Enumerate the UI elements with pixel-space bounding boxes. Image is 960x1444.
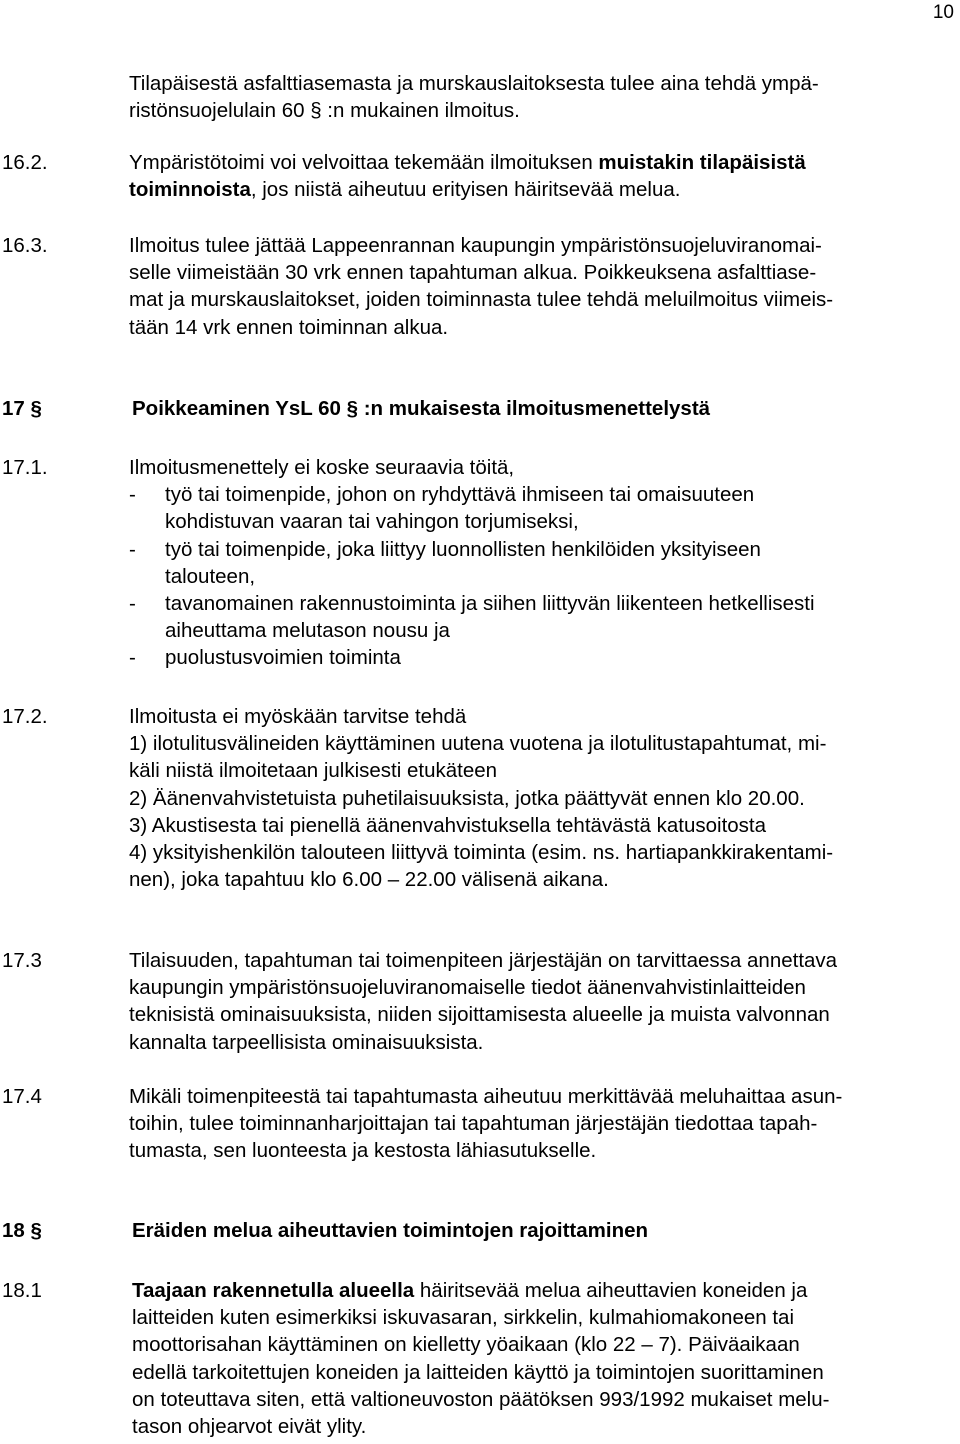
paragraph-number: 17.1. xyxy=(2,456,48,479)
text-line: tumasta, sen luonteesta ja kestosta lähiasutukselle. xyxy=(129,1139,597,1163)
list-dash: - xyxy=(129,483,136,507)
text-line: mat ja murskauslaitokset, joiden toiminnasta tulee tehdä meluilmoitus viimeis- xyxy=(129,288,834,312)
text-line: tason ohjearvot eivät ylity. xyxy=(132,1414,367,1438)
text-line: 4) yksityishenkilön talouteen liittyvä toiminta (esim. ns. hartiapankkirakentami- xyxy=(129,840,834,864)
list-dash: - xyxy=(129,537,136,561)
text-line: laitteiden kuten esimerkiksi iskuvasaran, sirkkelin, kulmahiomakoneen tai xyxy=(132,1306,794,1330)
text-line: kohdistuvan vaaran tai vahingon torjumiseksi, xyxy=(165,510,579,534)
text-line: tään 14 vrk ennen toiminnan alkua. xyxy=(129,315,449,339)
text-run: häiritsevää melua aiheuttavien koneiden ja xyxy=(414,1279,808,1302)
bold-text: Taajaan rakennetulla alueella xyxy=(132,1279,415,1302)
section-title: Poikkeaminen YsL 60 § :n mukaisesta ilmoitusmenettelystä xyxy=(132,397,711,420)
list-item xyxy=(129,536,944,590)
text-run: Ympäristötoimi voi velvoittaa tekemään ilmoituksen xyxy=(129,151,599,174)
text-line: kaupungin ympäristönsuojeluviranomaiselle tiedot äänenvahvistinlaitteiden xyxy=(129,976,806,1000)
text-line: selle viimeistään 30 vrk ennen tapahtuman alkua. Poikkeuksena asfalttiase- xyxy=(129,261,817,285)
bold-text: muistakin tilapäisistä xyxy=(598,151,806,174)
text-line xyxy=(129,176,944,203)
text-line: moottorisahan käyttäminen on kielletty yöaikaan (klo 22 – 7). Päiväaikaan xyxy=(132,1333,800,1357)
text-line: nen), joka tapahtuu klo 6.00 – 22.00 välisenä aikana. xyxy=(129,868,609,892)
text-run: tavanomainen rakennustoiminta ja siihen liittyvän liikenteen hetkellisesti xyxy=(165,591,815,615)
text-run: puolustusvoimien toiminta xyxy=(165,646,401,670)
section-number: 18 § xyxy=(2,1219,42,1242)
text-line: aiheuttama melutason nousu ja xyxy=(165,619,450,643)
page-number: 10 xyxy=(932,2,954,23)
text-line: Tilaisuuden, tapahtuman tai toimenpiteen järjestäjän on tarvittaessa annettava xyxy=(129,949,838,972)
paragraph-number: 16.3. xyxy=(2,234,48,257)
text-line: 1) ilotulitusvälineiden käyttäminen uutena vuotena ja ilotulitustapahtumat, mi- xyxy=(129,732,827,756)
text-run: , jos niistä aiheutuu erityisen häiritsevää melua. xyxy=(250,178,681,202)
text-run: työ tai toimenpide, johon on ryhdyttävä ihmiseen tai omaisuuteen xyxy=(165,483,755,507)
list-item xyxy=(129,481,944,535)
list-item xyxy=(129,590,944,644)
text-line: Mikäli toimenpiteestä tai tapahtumasta aiheutuu merkittävää meluhaittaa asun- xyxy=(129,1085,843,1108)
paragraph-number: 17.4 xyxy=(2,1085,42,1108)
text-line: kannalta tarpeellisista ominaisuuksista. xyxy=(129,1030,484,1054)
text-line xyxy=(129,149,944,176)
bold-text: toiminnoista xyxy=(129,178,251,202)
text-line: edellä tarkoitettujen koneiden ja laitteiden käyttö ja toimintojen suorittaminen xyxy=(132,1360,824,1384)
text-line: toihin, tulee toiminnanharjoittajan tai tapahtuman järjestäjän tiedottaa tapah- xyxy=(129,1112,818,1136)
text-line: ristönsuojelulain 60 § :n mukainen ilmoitus. xyxy=(129,99,520,123)
text-line: 3) Akustisesta tai pienellä äänenvahvistuksella tehtävästä katusoitosta xyxy=(129,813,767,837)
list-item xyxy=(129,644,944,671)
text-line: on toteuttava siten, että valtioneuvoston päätöksen 993/1992 mukaiset melu- xyxy=(132,1387,830,1411)
paragraph-number: 18.1 xyxy=(2,1279,42,1302)
section-number: 17 § xyxy=(2,397,42,420)
text-line: 2) Äänenvahvistetuista puhetilaisuuksista, jotka päättyvät ennen klo 20.00. xyxy=(129,786,805,810)
list-dash: - xyxy=(129,591,136,615)
text-line: Ilmoitusta ei myöskään tarvitse tehdä xyxy=(129,705,467,728)
list-dash: - xyxy=(129,646,136,670)
text-line: Ilmoitusmenettely ei koske seuraavia töitä, xyxy=(129,456,515,479)
text-line: teknisistä ominaisuuksista, niiden sijoittamisesta alueelle ja muista valvonnan xyxy=(129,1003,830,1027)
text-line: käli niistä ilmoitetaan julkisesti etukäteen xyxy=(129,759,498,783)
paragraph-number: 16.2. xyxy=(2,151,48,174)
paragraph-number: 17.3 xyxy=(2,949,42,972)
text-run: työ tai toimenpide, joka liittyy luonnollisten henkilöiden yksityiseen xyxy=(165,537,761,561)
text-line: Ilmoitus tulee jättää Lappeenrannan kaupungin ympäristönsuojeluviranomai- xyxy=(129,234,822,257)
paragraph-number: 17.2. xyxy=(2,705,48,728)
section-title: Eräiden melua aiheuttavien toimintojen rajoittaminen xyxy=(132,1219,649,1242)
text-line: Tilapäisestä asfalttiasemasta ja murskauslaitoksesta tulee aina tehdä ympä- xyxy=(129,72,819,95)
text-line xyxy=(132,1277,947,1304)
text-line: talouteen, xyxy=(165,564,256,588)
